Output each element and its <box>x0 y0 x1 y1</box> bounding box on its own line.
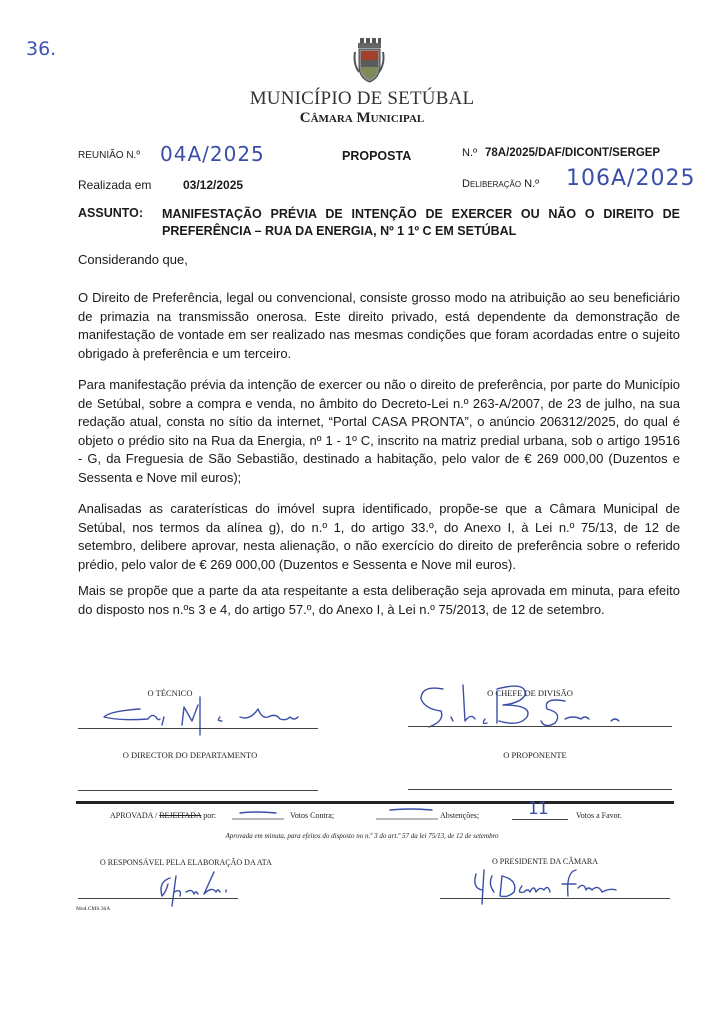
chefe-divisao-label: O CHEFE DE DIVISÃO <box>487 688 573 698</box>
votes-contra-mark <box>232 808 284 820</box>
responsavel-ata-signature-line <box>78 898 238 899</box>
abstencoes-label: Abstenções; <box>440 811 480 820</box>
realizada-date: 03/12/2025 <box>183 178 244 192</box>
assunto-label: ASSUNTO: <box>78 206 144 220</box>
tecnico-signature-line <box>78 728 318 729</box>
council-title: Câmara Municipal <box>299 110 425 126</box>
reuniao-value: 04A/2025 <box>160 142 265 166</box>
director-signature-line <box>78 790 318 791</box>
proposta-label: PROPOSTA <box>342 149 412 163</box>
page-number: 36. <box>26 38 57 60</box>
reuniao-label: REUNIÃO N.º <box>78 150 140 161</box>
municipality-title: MUNICÍPIO DE SETÚBAL <box>249 88 475 109</box>
responsavel-ata-label: O RESPONSÁVEL PELA ELABORAÇÃO DA ATA <box>100 858 272 867</box>
chefe-divisao-signature-line <box>408 726 672 727</box>
votes-contra-label: Votos Contra; <box>290 811 335 820</box>
abstencoes-mark <box>376 806 438 820</box>
aprovada-label: APROVADA / <box>110 811 158 820</box>
presidente-label: O PRESIDENTE DA CÂMARA <box>491 857 598 866</box>
deliberacao-value: 106A/2025 <box>566 166 696 191</box>
votes-favor-line <box>512 819 568 820</box>
deliberacao-label: Deliberação N.º <box>462 178 540 190</box>
chefe-divisao-signature <box>415 675 635 730</box>
paragraph: Considerando que, <box>78 252 188 267</box>
paragraph: Analisadas as caraterísticas do imóvel supra identificado, propõe-se que a Câmara Municipal de Setúbal, nos termos da alínea g), do n.º 1, do artigo 33.º, do Anexo I, à Lei n.º 75/13, de 12 de setembro, delibere aprovar, nesta alienação, o não exercício do direito de preferência sobre o referido prédio, pelo valor de € 269 000,00 (Duzentos e Sessenta e Nove mil euros). <box>78 501 680 572</box>
paragraph: Mais se propõe que a parte da ata respeitante a esta deliberação seja aprovada em minuta, para efeito do disposto nos n.ºs 3 e 4, do artigo 57.º, do Anexo I, à Lei n.º 75/2013, de 12 de setembro. <box>78 583 680 617</box>
coat-of-arms-icon <box>352 38 386 84</box>
paragraph: Para manifestação prévia da intenção de exercer ou não o direito de preferência, por parte do Município de Setúbal, sobre a compra e venda, no âmbito do Decreto-Lei n.º 263-A/2007, de 23 de julho, na sua redação atual, consta no sítio da internet, “Portal CASA PRONTA”, o anúncio 206312/2025, do qual é objeto o prédio sito na Rua da Energia, nº 1 - 1º C, inscrito na matriz predial urbana, sob o artigo 19516 - G, da Freguesia de São Sebastião, destinado a habitação, pelo valor de € 269 000,00 (Duzentos e Sessenta e Nove mil euros); <box>78 377 680 485</box>
director-label: O DIRECTOR DO DEPARTAMENTO <box>122 750 258 760</box>
proponente-signature-line <box>408 789 672 790</box>
por-label: por: <box>203 811 217 820</box>
proposta-number-label: N.º <box>462 147 478 159</box>
assunto-text: MANIFESTAÇÃO PRÉVIA DE INTENÇÃO DE EXERCER OU NÃO O DIREITO DE PREFERÊNCIA – RUA DA ENERGIA, Nº 1 1º C EM SETÚBAL <box>162 207 680 238</box>
paragraph: O Direito de Preferência, legal ou convencional, consiste grosso modo na atribuição ao seu beneficiário de primazia na transmissão onerosa. Este direito privado, está dependente da demonstração de manifestação de vontade em ser realizado nas mesmas condições que foram acordadas entre o sujeito obrigado à preferência e um terceiro. <box>78 290 680 361</box>
divider <box>76 801 674 804</box>
responsavel-ata-signature <box>150 868 240 908</box>
rejeitada-label: REJEITADA <box>159 811 202 820</box>
minuta-note: Aprovada em minuta, para efeitos do disposto no n.º 3 do art.º 57 da lei 75/13, de 12 de setembro <box>225 832 499 840</box>
realizada-label: Realizada em <box>78 178 152 192</box>
votes-favor-value: 11 <box>528 799 548 819</box>
tecnico-label: O TÉCNICO <box>147 688 193 698</box>
approval-label <box>110 811 216 820</box>
model-code: Mod.CMS.36A <box>76 906 111 912</box>
votes-favor-label: Votos a Favor. <box>576 811 622 820</box>
presidente-signature-line <box>440 898 670 899</box>
presidente-signature <box>470 866 620 908</box>
proponente-label: O PROPONENTE <box>503 750 567 760</box>
tecnico-signature <box>100 695 310 735</box>
proposta-number-value: 78A/2025/DAF/DICONT/SERGEP <box>485 147 661 159</box>
